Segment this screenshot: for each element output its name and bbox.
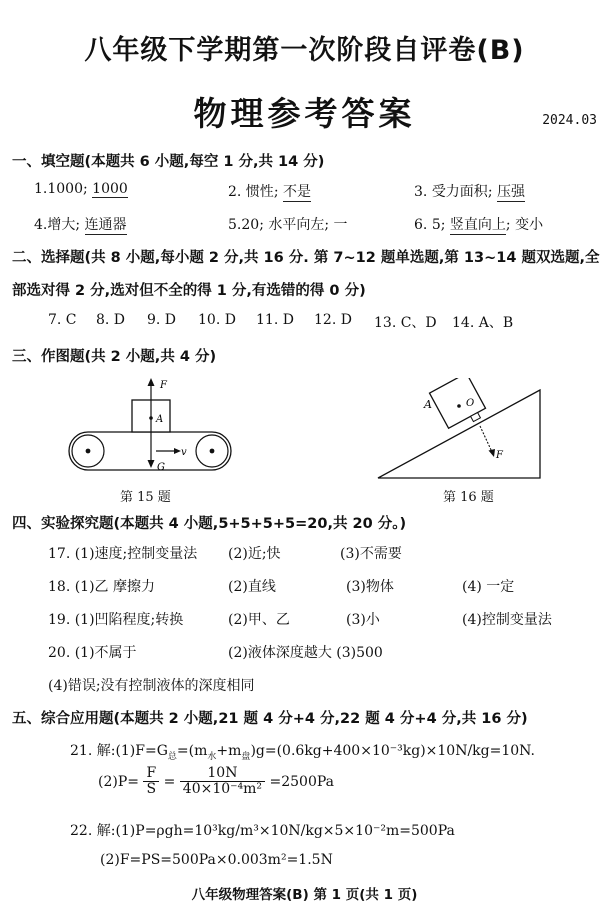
fig16-label-O: O <box>466 398 475 409</box>
exp-20-part4: (4)错误;没有控制液体的深度相同 <box>48 678 255 694</box>
fig16-label-A: A <box>424 398 432 411</box>
figure-16-incline-diagram <box>372 378 547 483</box>
exp-19-part1: 19. (1)凹陷程度;转换 <box>48 612 184 628</box>
exp-17-part2: (2)近;快 <box>228 546 281 562</box>
choice-answer-11: 11. D <box>256 312 294 328</box>
fig15-label-v: v <box>181 447 187 458</box>
figure-16-caption: 第 16 题 <box>443 490 494 505</box>
q22-line2: (2)F=PS=500Pa×0.003m²=1.5N <box>100 852 333 868</box>
fill-answer-1: 1.1000; 1000 <box>34 181 128 197</box>
fill-answer-2: 2. 惯性; 不是 <box>228 181 311 202</box>
choice-answer-8: 8. D <box>96 312 126 328</box>
section1-heading: 一、填空题(本题共 6 小题,每空 1 分,共 14 分) <box>12 154 325 170</box>
answer-key-subtitle: 物理参考答案 <box>193 94 416 133</box>
exam-title: 八年级下学期第一次阶段自评卷(B) <box>84 35 525 66</box>
section5-heading: 五、综合应用题(本题共 2 小题,21 题 4 分+4 分,22 题 4 分+4 分,共 16 分) <box>12 711 528 727</box>
fill-answer-5: 5.20; 水平向左; 一 <box>228 217 348 233</box>
exp-17-part3: (3)不需要 <box>340 546 402 562</box>
choice-answer-12: 12. D <box>314 312 352 328</box>
figure-15-conveyor-diagram <box>60 374 250 484</box>
exp-20-part1: 20. (1)不属于 <box>48 645 137 661</box>
fig15-label-G: G <box>157 462 165 473</box>
fill-answer-4: 4.增大; 连通器 <box>34 214 127 235</box>
fill-answer-3: 3. 受力面积; 压强 <box>414 181 525 202</box>
exp-19-part2: (2)甲、乙 <box>228 612 290 628</box>
section2-heading-line1: 二、选择题(共 8 小题,每小题 2 分,共 16 分. 第 7~12 题单选题,第 13~14 题双选题,全 <box>12 250 600 266</box>
page-footer: 八年级物理答案(B) 第 1 页(共 1 页) <box>191 887 418 903</box>
figure-15-caption: 第 15 题 <box>120 490 171 505</box>
choice-answer-14: 14. A、B <box>452 315 514 331</box>
exp-17-part1: 17. (1)速度;控制变量法 <box>48 546 198 562</box>
q22-line1: 22. 解:(1)P=ρgh=10³kg/m³×10N/kg×5×10⁻²m=500Pa <box>70 823 455 839</box>
fig15-label-F: F <box>160 380 167 391</box>
q21-line1: 21. 解$:(1)F=G_总=(m_水+m_盘)g=(0.6kg+400\times 10^{-3}kg)\times 10N/kg=10N$. <box>70 743 535 762</box>
exp-18-part4: (4) 一定 <box>462 579 515 595</box>
section4-heading: 四、实验探究题(本题共 4 小题,5+5+5+5=20,共 20 分。) <box>12 516 407 532</box>
exp-18-part3: (3)物体 <box>346 579 394 595</box>
q21-line2: (2)P= $\frac{F}{S}$ = $\frac{10N}{\text{40×10⁻⁴m²}}$ =2500Pa <box>98 765 334 798</box>
exp-19-part3: (3)小 <box>346 612 380 628</box>
section2-heading-line2: 部选对得 2 分,选对但不全的得 1 分,有选错的得 0 分) <box>12 283 366 299</box>
exam-date: 2024.03 <box>542 113 597 128</box>
choice-answer-7: 7. C <box>48 312 77 328</box>
exp-18-part2: (2)直线 <box>228 579 276 595</box>
section3-heading: 三、作图题(共 2 小题,共 4 分) <box>12 349 217 365</box>
exp-20-part2: (2)液体深度越大 (3)500 <box>228 645 383 661</box>
exp-19-part4: (4)控制变量法 <box>462 612 552 628</box>
choice-answer-9: 9. D <box>147 312 177 328</box>
fill-answer-6: 6. 5; 竖直向上; 变小 <box>414 214 543 235</box>
exp-18-part1: 18. (1)乙 摩擦力 <box>48 579 155 595</box>
fig15-label-A: A <box>156 414 164 425</box>
choice-answer-13: 13. C、D <box>374 315 437 331</box>
fig16-label-F: F <box>496 450 503 461</box>
choice-answer-10: 10. D <box>198 312 236 328</box>
